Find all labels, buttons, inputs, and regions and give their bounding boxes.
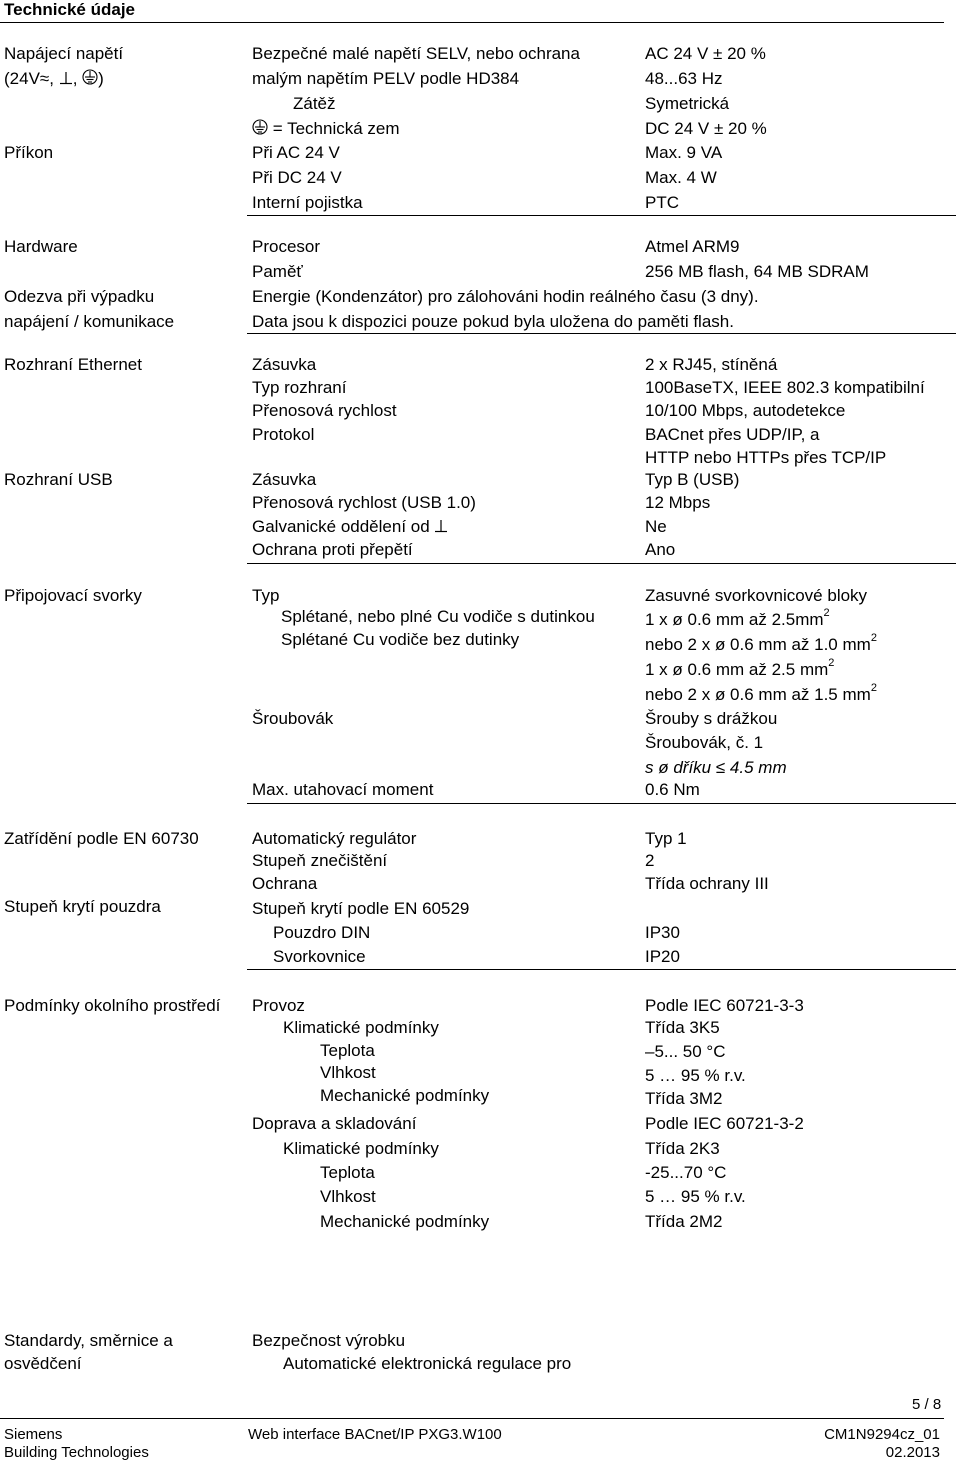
spec-text: 100BaseTX, IEEE 802.3 kompatibilní <box>645 378 925 397</box>
footer-company-1: Siemens <box>4 1426 63 1443</box>
functional-earth-icon <box>434 518 448 538</box>
technical-earth-label: = Technická zem <box>272 119 400 138</box>
spec-text: Max. 4 W <box>645 168 717 187</box>
spec-text: BACnet přes UDP/IP, a <box>645 425 820 444</box>
spec-text: Ano <box>645 540 676 559</box>
spec-text: 10/100 Mbps, autodetekce <box>645 401 846 420</box>
spec-text: Přenosová rychlost (USB 1.0) <box>252 493 476 512</box>
spec-text: Standardy, směrnice a <box>4 1331 173 1350</box>
spec-text: Bezpečné malé napětí SELV, nebo ochrana <box>252 44 580 63</box>
spec-text: napájení / komunikace <box>4 312 175 331</box>
wire-spec-2: nebo 2 x ø 0.6 mm až 1.0 $mm^2$ <box>645 632 877 654</box>
spec-text: 0.6 Nm <box>645 780 700 799</box>
spec-text: Automatický regulátor <box>252 829 417 848</box>
usb-isolation-row <box>252 517 448 538</box>
technical-earth-row <box>252 119 400 140</box>
spec-text: Třída 3M2 <box>645 1089 723 1108</box>
section-rule <box>247 969 956 970</box>
spec-text: Klimatické podmínky <box>283 1018 439 1037</box>
spec-text: Paměť <box>252 262 303 281</box>
spec-text: 5 … 95 % r.v. <box>645 1066 746 1085</box>
spec-text: IP20 <box>645 947 680 966</box>
spec-text: Data jsou k dispozici pouze pokud byla uložena do paměti flash. <box>252 312 734 331</box>
spec-text: Pouzdro DIN <box>273 923 371 942</box>
spec-text: Klimatické podmínky <box>283 1139 439 1158</box>
spec-text: Odezva při výpadku <box>4 287 155 306</box>
spec-text: 2 x RJ45, stíněná <box>645 355 778 374</box>
spec-text: Interní pojistka <box>252 193 363 212</box>
spec-text: Typ B (USB) <box>645 470 740 489</box>
spec-text: –5... 50 °C <box>645 1042 726 1061</box>
footer-company-2: Building Technologies <box>4 1444 149 1461</box>
spec-text: Přenosová rychlost <box>252 401 397 420</box>
spec-text: Stupeň znečištění <box>252 851 388 870</box>
spec-text: Typ 1 <box>645 829 687 848</box>
spec-text: Svorkovnice <box>273 947 366 966</box>
spec-text: Automatické elektronická regulace pro <box>283 1354 572 1373</box>
protective-earth-icon <box>82 69 98 90</box>
spec-text: 2 <box>645 851 655 870</box>
spec-text: Připojovací svorky <box>4 586 142 605</box>
spec-text: Třída 2M2 <box>645 1212 723 1231</box>
spec-text: Mechanické podmínky <box>320 1212 490 1231</box>
spec-text: Ochrana <box>252 874 318 893</box>
spec-text: Ne <box>645 517 667 536</box>
spec-text: Teplota <box>320 1163 375 1182</box>
spec-text: Splétané, nebo plné Cu vodiče s dutinkou <box>281 607 595 626</box>
spec-text: Zatřídění podle EN 60730 <box>4 829 199 848</box>
spec-text: Procesor <box>252 237 321 256</box>
spec-text: Stupeň krytí pouzdra <box>4 897 161 916</box>
spec-text: Hardware <box>4 237 78 256</box>
footer-rule <box>0 1418 944 1419</box>
spec-text: Podmínky okolního prostředí <box>4 996 221 1015</box>
page-title: Technické údaje <box>4 0 136 19</box>
spec-text: Symetrická <box>645 94 730 113</box>
spec-text: Příkon <box>4 143 54 162</box>
usb-isolation-label: Galvanické oddělení od <box>252 517 435 536</box>
spec-text: Při AC 24 V <box>252 143 340 162</box>
footer-product: Web interface BACnet/IP PXG3.W100 <box>248 1426 502 1443</box>
spec-text: Stupeň krytí podle EN 60529 <box>252 899 470 918</box>
title-rule <box>0 22 944 23</box>
spec-text: Zasuvné svorkovnicové bloky <box>645 586 868 605</box>
spec-text: Třída 2K3 <box>645 1139 720 1158</box>
spec-text: Zásuvka <box>252 355 317 374</box>
spec-text: Splétané Cu vodiče bez dutinky <box>281 630 520 649</box>
footer-doc-id: CM1N9294cz_01 <box>824 1426 940 1443</box>
spec-text: 256 MB flash, 64 MB SDRAM <box>645 262 869 281</box>
wire-spec-3: 1 x ø 0.6 mm až 2.5 $mm^2$ <box>645 657 835 679</box>
protective-earth-icon <box>252 119 268 140</box>
section-rule <box>247 333 956 334</box>
spec-text: IP30 <box>645 923 680 942</box>
spec-text: Mechanické podmínky <box>320 1086 490 1105</box>
spec-text: Vlhkost <box>320 1063 376 1082</box>
spec-text: HTTP nebo HTTPs přes TCP/IP <box>645 448 887 467</box>
spec-text: Šrouby s drážkou <box>645 709 778 728</box>
spec-text: Atmel ARM9 <box>645 237 740 256</box>
spec-text: 48...63 Hz <box>645 69 723 88</box>
spec-text: Třída 3K5 <box>645 1018 720 1037</box>
spec-text: Při DC 24 V <box>252 168 342 187</box>
spec-text: -25...70 °C <box>645 1163 727 1182</box>
spec-text: Bezpečnost výrobku <box>252 1331 406 1350</box>
spec-text: Max. utahovací moment <box>252 780 434 799</box>
supply-sep: , <box>72 69 83 88</box>
section-rule <box>247 803 956 804</box>
supply-suffix: ) <box>98 69 104 88</box>
spec-text: malým napětím PELV podle HD384 <box>252 69 520 88</box>
supply-symbols <box>4 69 104 90</box>
wire-spec-1: 1 x ø 0.6 mm až $2.5mm^2$ <box>645 607 830 629</box>
spec-text: Provoz <box>252 996 305 1015</box>
shaft-diameter: s ø dříku ≤ 4.5 mm <box>645 758 787 777</box>
section-rule <box>247 563 956 564</box>
spec-text: Třída ochrany III <box>645 874 769 893</box>
spec-text: Zásuvka <box>252 470 317 489</box>
spec-text: Max. 9 VA <box>645 143 723 162</box>
spec-text: Šroubovák <box>252 709 334 728</box>
wire-spec-4: nebo 2 x ø 0.6 mm až 1.5 $mm^2$ <box>645 682 877 704</box>
spec-text: PTC <box>645 193 679 212</box>
footer-date: 02.2013 <box>885 1444 940 1461</box>
spec-text: DC 24 V ± 20 % <box>645 119 767 138</box>
spec-text: Rozhraní Ethernet <box>4 355 142 374</box>
spec-text: Zátěž <box>293 94 336 113</box>
spec-text: osvědčení <box>4 1354 82 1373</box>
spec-text: AC 24 V ± 20 % <box>645 44 766 63</box>
spec-text: 12 Mbps <box>645 493 711 512</box>
spec-text: Vlhkost <box>320 1187 376 1206</box>
section-rule <box>247 215 956 216</box>
spec-text: Protokol <box>252 425 315 444</box>
spec-text: Ochrana proti přepětí <box>252 540 413 559</box>
supply-prefix: (24V≈, <box>4 69 59 88</box>
spec-text: Rozhraní USB <box>4 470 113 489</box>
page-number: 5 / 8 <box>912 1396 942 1413</box>
spec-text: Podle IEC 60721-3-2 <box>645 1114 804 1133</box>
spec-text: Energie (Kondenzátor) pro zálohováni hodin reálného času (3 dny). <box>252 287 759 306</box>
spec-text: Teplota <box>320 1041 375 1060</box>
spec-text: Šroubovák, č. 1 <box>645 733 764 752</box>
spec-text: 5 … 95 % r.v. <box>645 1187 746 1206</box>
spec-text: Podle IEC 60721-3-3 <box>645 996 804 1015</box>
spec-text: Doprava a skladování <box>252 1114 417 1133</box>
spec-text: Napájecí napětí <box>4 44 124 63</box>
spec-text: Typ <box>252 586 280 605</box>
functional-earth-icon <box>59 70 73 90</box>
spec-text: Typ rozhraní <box>252 378 347 397</box>
